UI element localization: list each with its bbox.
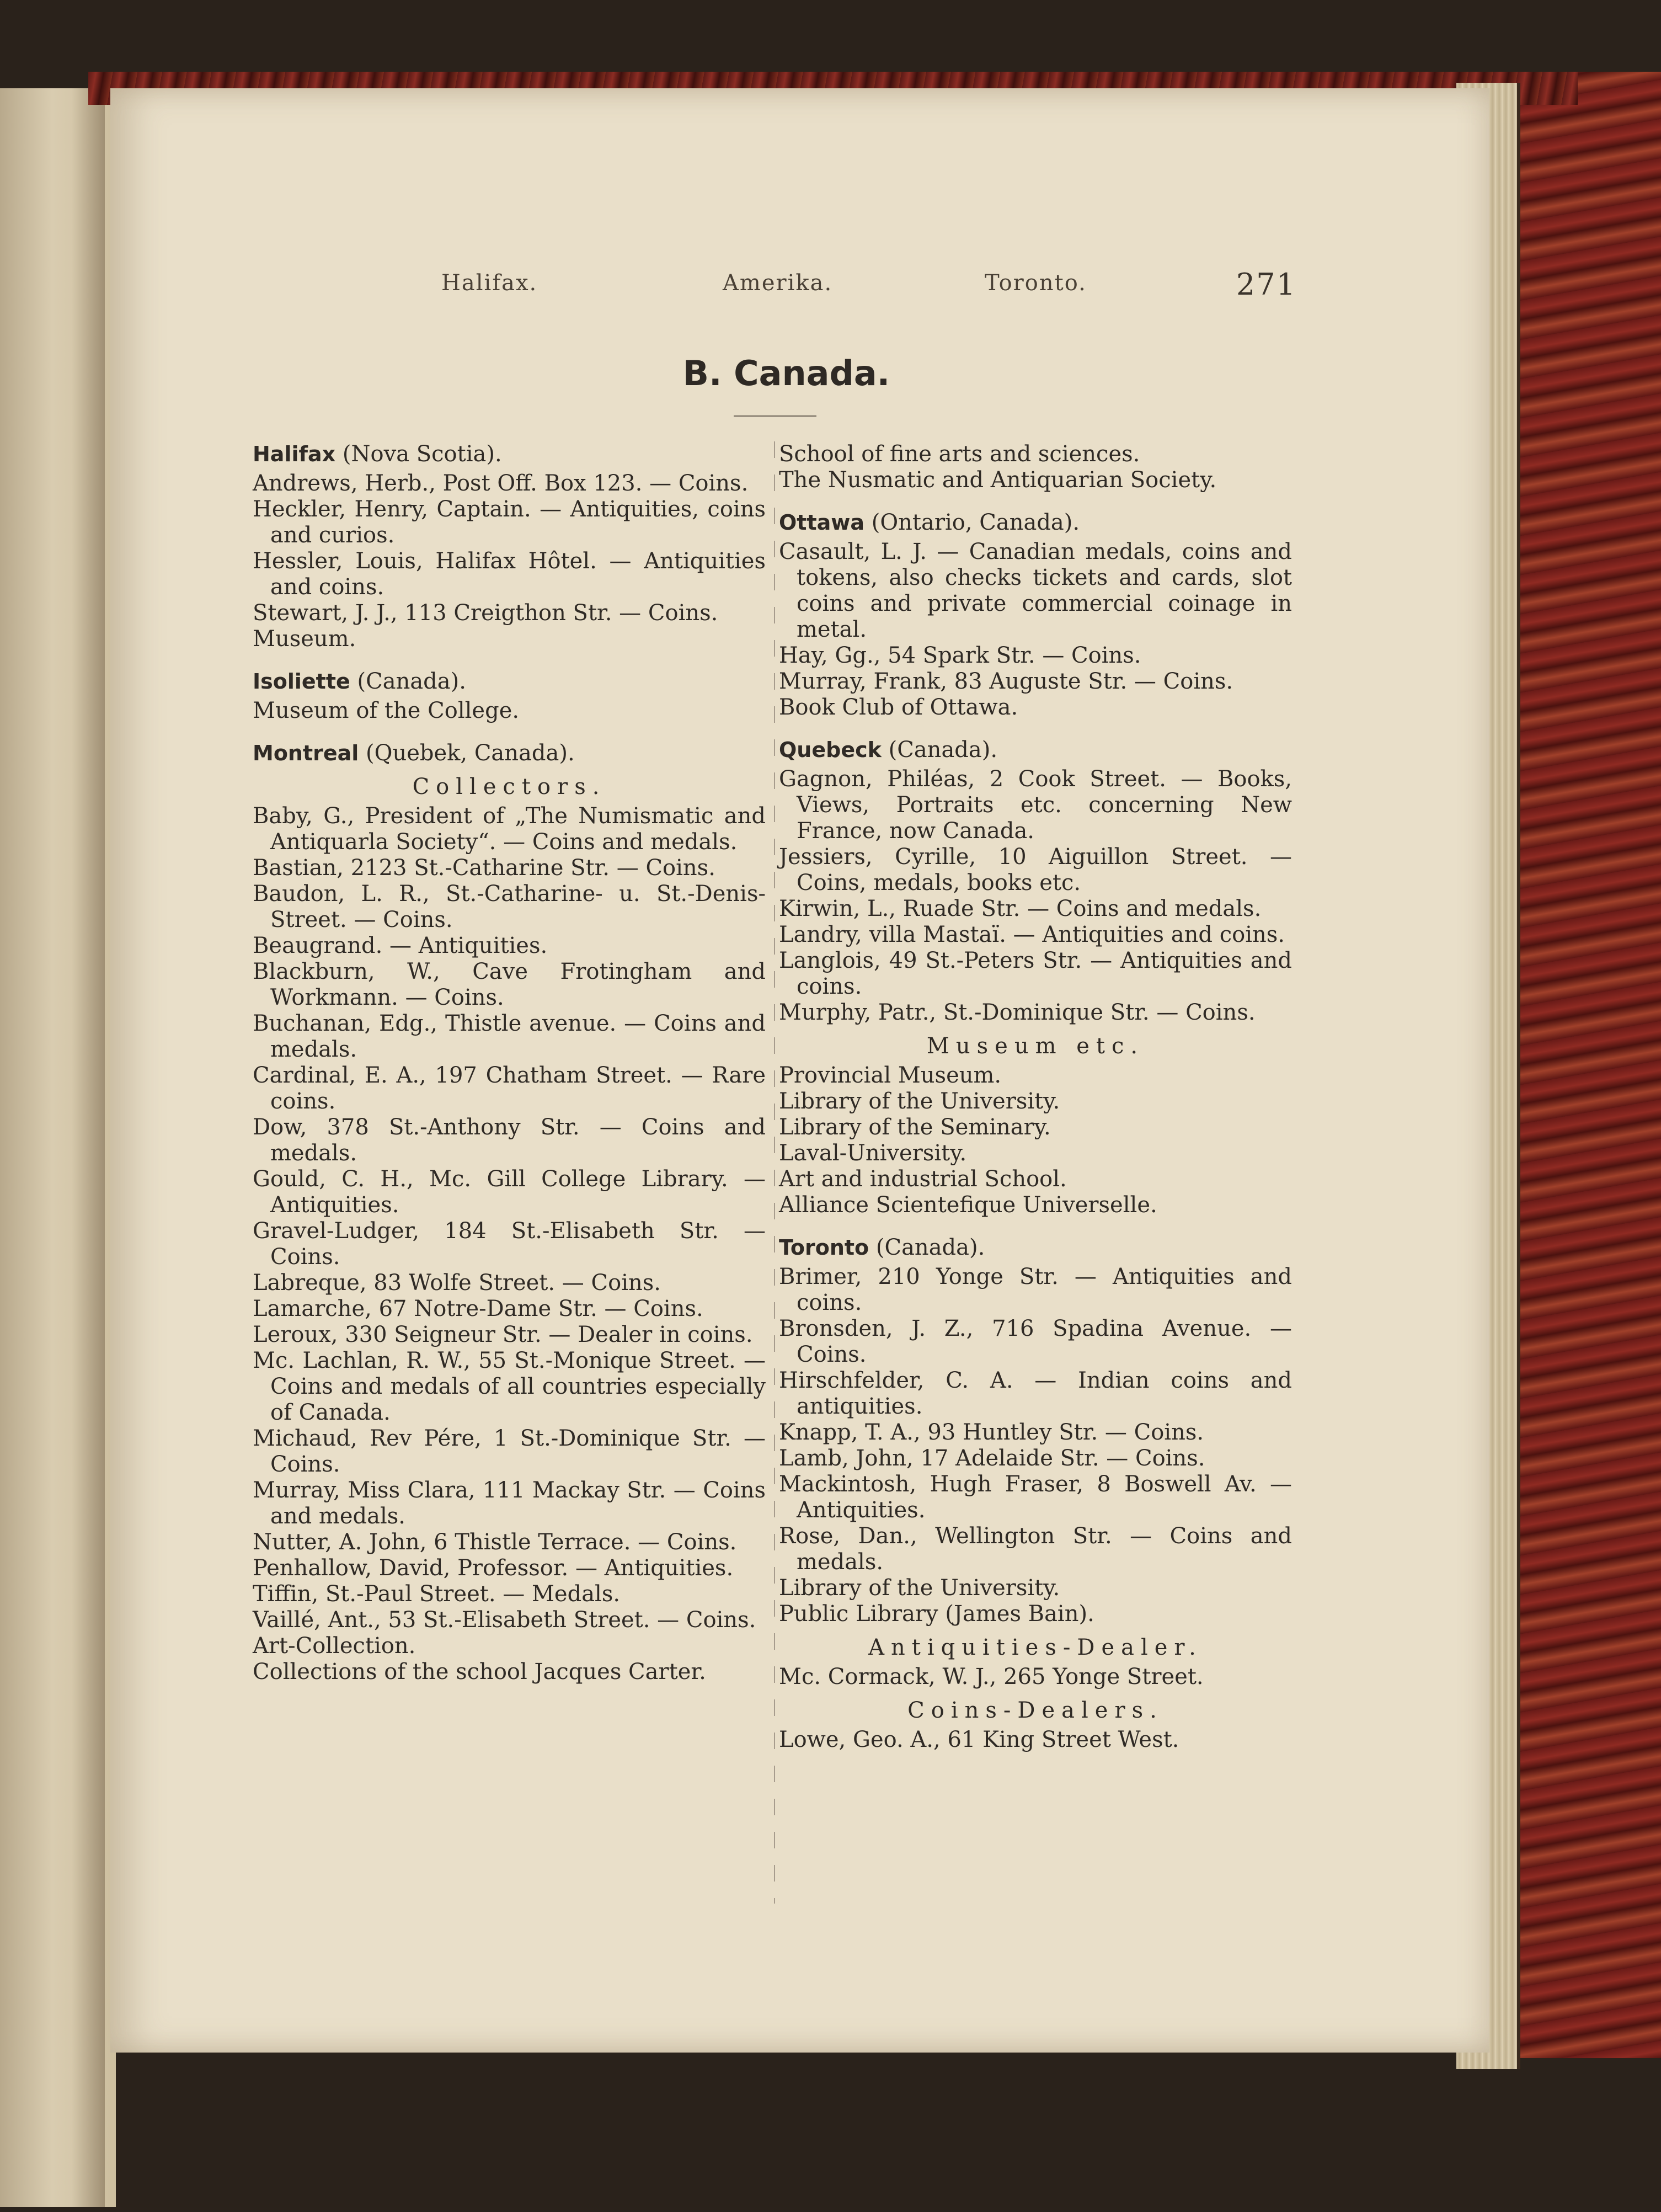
directory-entry: Art and industrial School. [779,1166,1067,1192]
directory-entry: Jessiers, Cyrille, 10 Aiguillon Street. — Coins, medals, books etc. [779,844,1292,896]
directory-entry: Rose, Dan., Wellington Str. — Coins and medals. [779,1523,1292,1575]
place-name: Montreal [253,741,359,765]
directory-entry: Alliance Scientefique Universelle. [779,1192,1157,1218]
place-name: Halifax [253,442,336,466]
directory-entry: Gagnon, Philéas, 2 Cook Street. — Books, Views, Portraits etc. concerning New France, now Canada. [779,766,1292,844]
directory-entry: Murray, Frank, 83 Auguste Str. — Coins. [779,669,1233,694]
directory-entry: Hay, Gg., 54 Spark Str. — Coins. [779,643,1141,668]
directory-entry: School of fine arts and sciences. [779,441,1140,467]
directory-entry: Hessler, Louis, Halifax Hôtel. — Antiquities and coins. [253,548,766,600]
directory-entry: Kirwin, L., Ruade Str. — Coins and medals. [779,896,1262,921]
directory-entry: Baudon, L. R., St.-Catharine- u. St.-Denis-Street. — Coins. [253,881,766,932]
directory-entry: Knapp, T. A., 93 Huntley Str. — Coins. [779,1420,1204,1445]
place-region: (Nova Scotia). [342,441,502,467]
directory-entry: Beaugrand. — Antiquities. [253,933,548,958]
place-heading [253,441,766,467]
place-heading [253,669,766,695]
directory-entry: Penhallow, David, Professor. — Antiquities. [253,1555,734,1581]
running-head [436,267,1296,303]
subsection-heading: Collectors. [412,774,606,799]
directory-entry: Public Library (James Bain). [779,1601,1094,1627]
directory-entry: Mc. Lachlan, R. W., 55 St.-Monique Street. — Coins and medals of all countries especially of Canada. [253,1348,766,1425]
directory-entry: Book Club of Ottawa. [779,695,1018,720]
place-region: (Canada). [357,669,466,694]
directory-entry: Casault, L. J. — Canadian medals, coins and tokens, also checks tickets and cards, slot coins and private commercial coinage in metal. [779,539,1292,642]
directory-entry: Collections of the school Jacques Carter. [253,1659,706,1685]
directory-entry: Museum of the College. [253,698,520,723]
directory-entry: Library of the University. [779,1575,1060,1601]
directory-entry: Heckler, Henry, Captain. — Antiquities, coins and curios. [253,497,766,548]
directory-entry: Andrews, Herb., Post Off. Box 123. — Coins. [253,471,749,496]
running-head-left: Halifax. [441,270,538,296]
column-divider [774,441,775,1904]
directory-entry: Landry, villa Mastaï. — Antiquities and coins. [779,922,1285,947]
directory-entry: Nutter, A. John, 6 Thistle Terrace. — Coins. [253,1529,737,1555]
right-column [779,441,1292,1753]
directory-entry: Vaillé, Ant., 53 St.-Elisabeth Street. — Coins. [253,1607,756,1633]
place-heading [779,510,1292,536]
directory-entry: Blackburn, W., Cave Frotingham and Workmann. — Coins. [253,959,766,1010]
directory-entry: Library of the University. [779,1089,1060,1114]
directory-entry: Murphy, Patr., St.-Dominique Str. — Coins. [779,1000,1256,1025]
directory-entry: Cardinal, E. A., 197 Chatham Street. — Rare coins. [253,1063,766,1114]
subsection-heading: Coins-Dealers. [907,1698,1163,1723]
left-column [253,441,766,1685]
gutter-shadow [72,88,105,2207]
place-region: (Quebek, Canada). [366,740,575,766]
subsection-heading: Museum etc. [926,1033,1145,1059]
subsection-heading: Antiquities-Dealer. [868,1635,1203,1660]
directory-entry: Dow, 378 St.-Anthony Str. — Coins and medals. [253,1115,766,1166]
place-region: (Canada). [888,737,998,763]
place-name: Isoliette [253,669,350,694]
directory-entry: Brimer, 210 Yonge Str. — Antiquities and coins. [779,1264,1292,1315]
directory-entry: Labreque, 83 Wolfe Street. — Coins. [253,1270,661,1296]
directory-entry: Lowe, Geo. A., 61 King Street West. [779,1727,1179,1752]
directory-entry: Provincial Museum. [779,1063,1002,1088]
place-name: Toronto [779,1235,869,1260]
directory-entry: Museum. [253,626,356,652]
directory-entry: Langlois, 49 St.-Peters Str. — Antiquities and coins. [779,948,1292,999]
directory-entry: Lamarche, 67 Notre-Dame Str. — Coins. [253,1296,703,1321]
directory-entry: Lamb, John, 17 Adelaide Str. — Coins. [779,1446,1205,1471]
directory-entry: Leroux, 330 Seigneur Str. — Dealer in coins. [253,1322,753,1347]
directory-entry: Stewart, J. J., 113 Creigthon Str. — Coins. [253,600,718,626]
directory-entry: Gravel-Ludger, 184 St.-Elisabeth Str. — Coins. [253,1218,766,1270]
place-name: Ottawa [779,510,865,535]
running-head-right: Toronto. [985,270,1087,296]
directory-entry: Mackintosh, Hugh Fraser, 8 Boswell Av. — Antiquities. [779,1472,1292,1523]
directory-entry: Bronsden, J. Z., 716 Spadina Avenue. — Coins. [779,1316,1292,1367]
place-heading [779,737,1292,763]
directory-entry: Library of the Seminary. [779,1115,1051,1140]
directory-entry: Buchanan, Edg., Thistle avenue. — Coins and medals. [253,1011,766,1062]
section-title: B. Canada. [682,353,890,393]
directory-entry: Art-Collection. [253,1633,416,1659]
directory-entry: Tiffin, St.-Paul Street. — Medals. [253,1581,621,1607]
directory-entry: Mc. Cormack, W. J., 265 Yonge Street. [779,1664,1204,1689]
title-rule [734,415,816,417]
directory-entry: Laval-University. [779,1140,967,1166]
directory-entry: Murray, Miss Clara, 111 Mackay Str. — Coins and medals. [253,1478,766,1529]
directory-entry: Gould, C. H., Mc. Gill College Library. — Antiquities. [253,1166,766,1218]
directory-entry: The Nusmatic and Antiquarian Society. [779,467,1217,493]
running-head-center: Amerika. [723,270,833,296]
directory-entry: Michaud, Rev Pére, 1 St.-Dominique Str. — Coins. [253,1426,766,1477]
directory-entry: Bastian, 2123 St.-Catharine Str. — Coins. [253,855,715,881]
directory-entry: Hirschfelder, C. A. — Indian coins and antiquities. [779,1368,1292,1419]
place-region: (Canada). [875,1235,985,1260]
place-name: Quebeck [779,738,882,762]
place-heading [779,1235,1292,1261]
directory-entry: Baby, G., President of „The Numismatic and Antiquarla Society“. — Coins and medals. [253,803,766,855]
place-heading [253,740,766,766]
page-number: 271 [1236,267,1296,302]
place-region: (Ontario, Canada). [871,510,1080,535]
